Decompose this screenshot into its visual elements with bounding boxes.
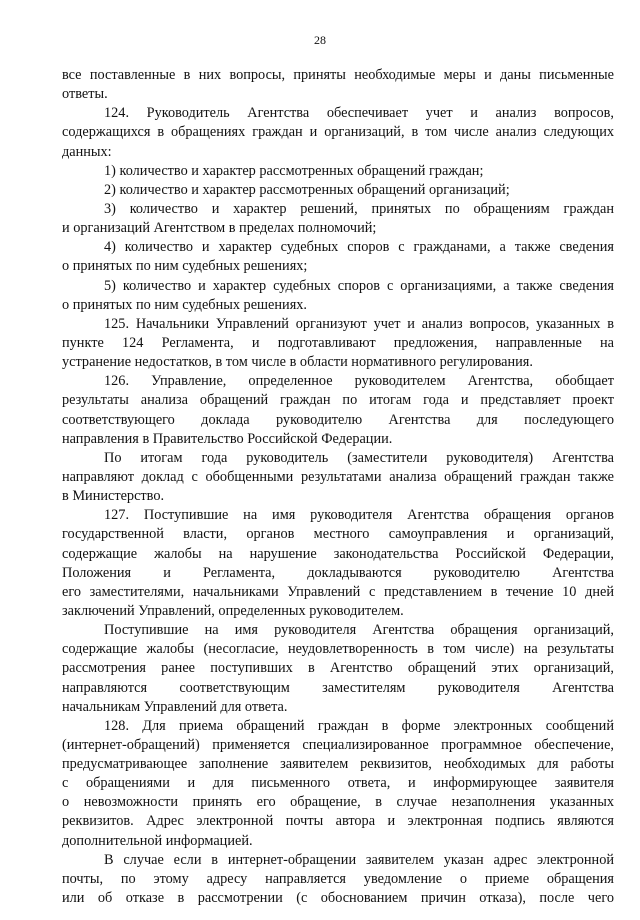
text-line: устранение недостатков, в том числе в области нормативного регулирования. (62, 354, 533, 371)
text-line: 124. Руководитель Агентства обеспечивает учет и анализ вопросов, (104, 105, 614, 122)
paragraph (62, 851, 614, 908)
text-line: содержащие жалобы (несогласие, неудовлетворенность в том числе) на результаты (62, 641, 614, 658)
text-line: о невозможности принять его обращение, в случае незаполнения указанных (62, 794, 614, 811)
paragraph (62, 717, 614, 851)
text-line: содержащихся в обращениях граждан и организаций, в том числе анализ следующих (62, 124, 614, 141)
text-line: реквизитов. Адрес электронной почты автора и электронная подпись являются (62, 813, 614, 830)
text-line: результаты анализа обращений граждан по итогам года и представляет проект (62, 392, 614, 409)
paragraph (62, 372, 614, 449)
paragraph (62, 238, 614, 276)
paragraph (62, 181, 614, 200)
text-line: 2) количество и характер рассмотренных обращений организаций; (104, 181, 510, 198)
text-line: направляют доклад с обобщенными результатами анализа обращений граждан также (62, 468, 614, 485)
text-line: Поступившие на имя руководителя Агентства обращения организаций, (104, 622, 614, 639)
text-line: 125. Начальники Управлений организуют учет и анализ вопросов, указанных в (104, 315, 614, 332)
text-line: предусматривающее заполнение заявителем реквизитов, необходимых для работы (62, 756, 614, 773)
text-line: направляются соответствующим заместителям руководителя Агентства (62, 679, 614, 696)
text-line: почты, по этому адресу направляется уведомление о приеме обращения (62, 870, 614, 887)
text-line: о принятых по ним судебных решениях; (62, 258, 308, 275)
text-line: все поставленные в них вопросы, приняты необходимые меры и даны письменные (62, 67, 614, 83)
text-line: 126. Управление, определенное руководителем Агентства, обобщает (104, 373, 614, 390)
paragraph (62, 104, 614, 161)
text-line: Положения и Регламента, докладываются руководителю Агентства (62, 564, 614, 581)
text-line: рассмотрения ранее поступивших в Агентство обращений этих организаций, (62, 660, 614, 677)
paragraph (62, 277, 614, 315)
text-line: (интернет-обращений) применяется специализированное программное обеспечение, (62, 736, 614, 753)
text-line: 4) количество и характер судебных споров с гражданами, а также сведения (104, 239, 614, 256)
text-line: 3) количество и характер решений, принятых по обращениям граждан (104, 200, 614, 217)
text-line: дополнительной информацией. (62, 832, 253, 849)
paragraph (62, 506, 614, 621)
text-line: его заместителями, начальниками Управлений с представлением в течение 10 дней (62, 583, 614, 600)
text-line: заключений Управлений, определенных руководителем. (62, 602, 404, 619)
text-line: с обращениями и для письменного ответа, и информирующее заявителя (62, 775, 614, 792)
text-line: По итогам года руководитель (заместители руководителя) Агентства (104, 449, 614, 466)
paragraph (62, 315, 614, 372)
text-line: пункте 124 Регламента, и подготавливают предложения, направленные на (62, 334, 614, 351)
document-body (62, 66, 614, 908)
text-line: содержащие жалобы на нарушение законодательства Российской Федерации, (62, 545, 614, 562)
text-line: данных: (62, 143, 112, 160)
paragraph (62, 66, 614, 104)
text-line: 1) количество и характер рассмотренных обращений граждан; (104, 162, 484, 179)
text-line: В случае если в интернет-обращении заявителем указан адрес электронной (104, 851, 614, 868)
text-line: ответы. (62, 86, 108, 103)
paragraph (62, 200, 614, 238)
text-line: в Министерство. (62, 488, 165, 505)
text-line: или об отказе в рассмотрении (с обоснованием причин отказа), после чего (62, 890, 614, 907)
paragraph (62, 162, 614, 181)
text-line: 127. Поступившие на имя руководителя Агентства обращения органов (104, 507, 614, 524)
paragraph (62, 621, 614, 717)
text-line: государственной власти, органов местного самоуправления и организаций, (62, 526, 614, 543)
text-line: начальникам Управлений для ответа. (62, 698, 288, 715)
text-line: 5) количество и характер судебных споров с организациями, а также сведения (104, 277, 614, 294)
text-line: и организаций Агентством в пределах полномочий; (62, 220, 377, 237)
text-line: о принятых по ним судебных решениях. (62, 296, 308, 313)
text-line: соответствующего доклада руководителю Агентства для последующего (62, 411, 614, 428)
page-number: 28 (314, 33, 326, 47)
text-line: направления в Правительство Российской Федерации. (62, 430, 393, 447)
paragraph (62, 449, 614, 506)
text-line: 128. Для приема обращений граждан в форме электронных сообщений (104, 717, 614, 734)
